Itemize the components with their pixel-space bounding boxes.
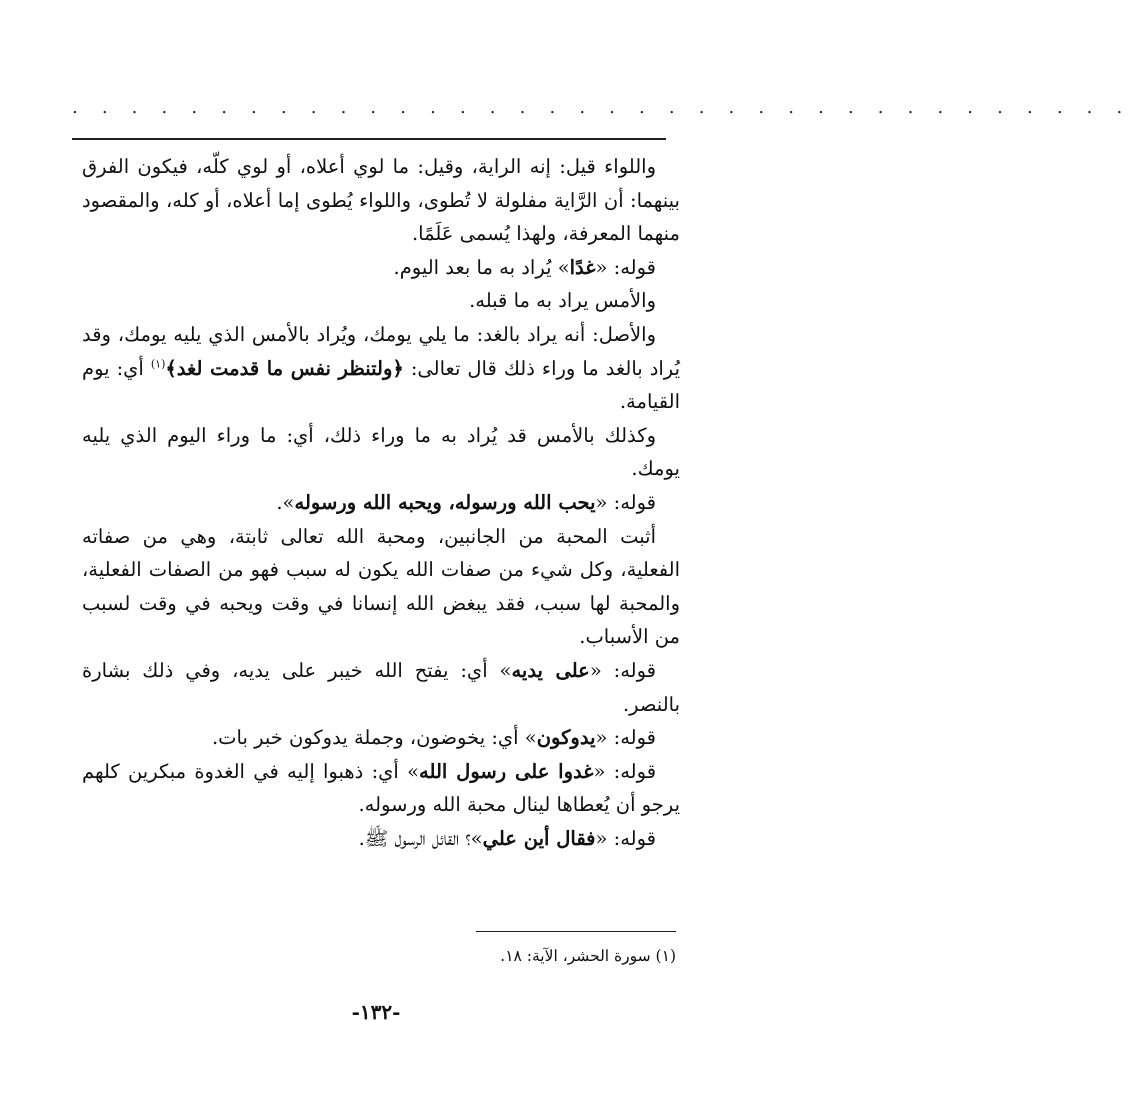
quoted-term: على يديه (511, 658, 590, 682)
footnote: (١) سورة الحشر، الآية: ١٨. (500, 947, 676, 965)
footnote-marker: (١) (150, 357, 166, 371)
quoted-term: غدوا على رسول الله (419, 759, 594, 783)
paragraph-ghadaw: قوله: «غدوا على رسول الله» أي: ذهبوا إليه في الغدوة مبكرين كلهم يرجو أن يُعطاها لينال محبة الله ورسوله. (82, 759, 680, 817)
paragraph-yadayhi: قوله: «على يديه» أي: يفتح الله خيبر على يديه، وفي ذلك بشارة بالنصر. (82, 658, 680, 716)
footnote-rule (476, 931, 676, 932)
quoted-term: فقال أين علي (482, 826, 596, 850)
quoted-term: يحب الله ورسوله، ويحبه الله ورسوله (294, 490, 596, 514)
header-rule (72, 138, 666, 140)
paragraph-ams: والأمس يراد به ما قبله. (469, 289, 656, 313)
paragraph-yadukun: قوله: «يدوكون» أي: يخوضون، وجملة يدوكون خبر بات. (211, 726, 656, 750)
page-number: -١٣٢- (351, 1000, 401, 1024)
paragraph-kadhalik: وكذلك بالأمس قد يُراد به ما وراء ذلك، أي: ما وراء اليوم الذي يليه يومك. (82, 423, 680, 481)
main-text (82, 150, 680, 855)
header-dotted-line: . . . . . . . . . . . . . . . . . . . . . . . . . . . . . . . . . . . . (72, 97, 1131, 118)
paragraph-asl: والأصل: أنه يراد بالغد: ما يلي يومك، ويُراد بالأمس الذي يليه يومك، وقد يُراد بالغد ما وراء ذلك قال تعالى: ﴿ولتنظر نفس ما قدمت لغد﴾$^{(١)}$ أي: يوم القيامة. (82, 322, 680, 414)
paragraph-mahabba: أثبت المحبة من الجانبين، ومحبة الله تعالى ثابتة، وهي من صفاته الفعلية، وكل شيء من صفات الله يكون له سبب فهو من الصفات الفعلية، والمحبة لها سبب، فقد يبغض الله إنسانا في وقت ويحبه في وقت لسبب من الأسباب. (82, 524, 680, 649)
paragraph-yuhibb: قوله: «يحب الله ورسوله، ويحبه الله ورسوله». (276, 490, 656, 514)
paragraph-ayna-ali: قوله: «فقال أين علي»؟ القائل الرسول ﷺ. (358, 826, 656, 850)
paragraph-ghadan: قوله: «غدًا» يُراد به ما بعد اليوم. (393, 255, 656, 279)
quoted-term: غدًا (569, 255, 596, 279)
quoted-term: يدوكون (536, 726, 596, 750)
paragraph-liwa: واللواء قيل: إنه الراية، وقيل: ما لوي أعلاه، أو لوي كلّه، فيكون الفرق بينهما: أن الرَّاية مفلولة لا تُطوى، واللواء يُطوى إما أعلاه، أو كله، والمقصود منهما المعرفة، ولهذا يُسمى عَلَمًا. (82, 155, 680, 246)
quran-verse: ﴿ولتنظر نفس ما قدمت لغد﴾ (165, 356, 404, 380)
